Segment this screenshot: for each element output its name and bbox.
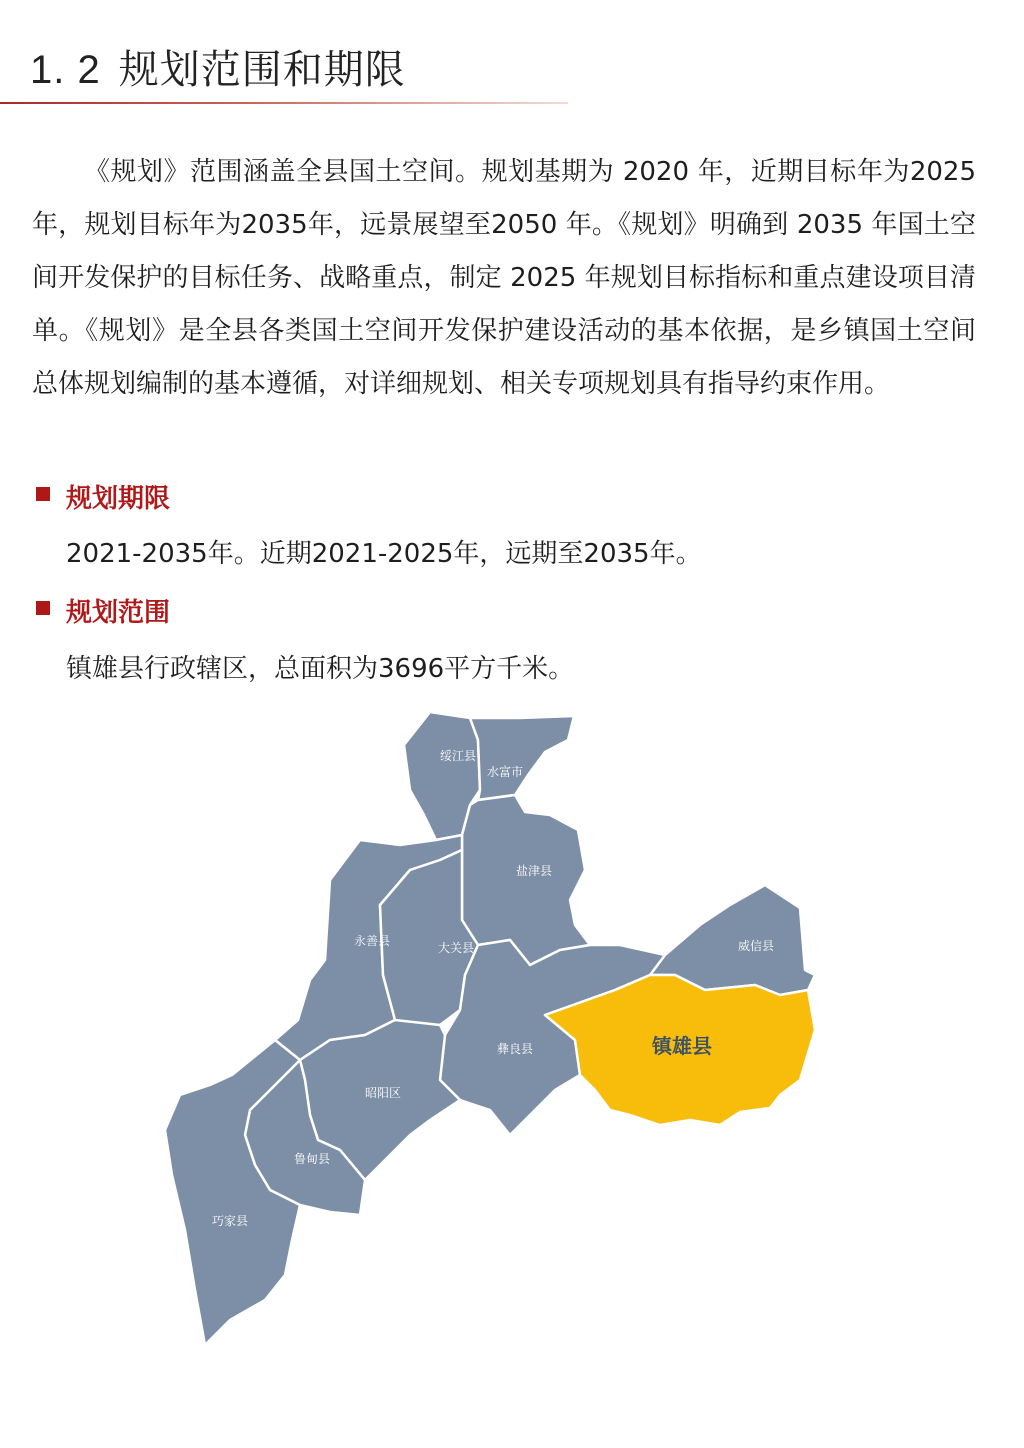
map-label-ludian: 鲁甸县 [294,1152,331,1166]
section-heading-label: 规划范围 [66,598,171,628]
map-label-yiliang: 彝良县 [497,1042,534,1056]
region-map [150,700,830,1370]
square-bullet-icon [36,487,50,501]
map-label-shuifu: 水富市 [487,765,524,779]
square-bullet-icon [36,601,50,615]
map-label-daguan: 大关县 [438,941,475,955]
map-label-zhaoyang: 昭阳区 [365,1086,402,1100]
map-region-yanjin [462,795,590,965]
section-title: 规划范围和期限 [118,47,406,93]
map-label-weixin: 威信县 [738,939,775,953]
map-label-yongshan: 永善县 [354,934,391,948]
section-heading-label: 规划期限 [66,484,171,514]
page-title [30,38,406,95]
section-body-period: 2021-2035年。近期2021-2025年，远期至2035年。 [66,539,702,569]
map-label-yanjin: 盐津县 [516,864,553,878]
title-underline [0,102,568,104]
intro-paragraph: 《规划》范围涵盖全县国土空间。规划基期为 2020 年，近期目标年为2025年，规划目标年为2035年，远景展望至2050 年。《规划》明确到 2035 年国土空间开发保护的目标任务、战略重点，制定 2025 年规划目标指标和重点建设项目清单。《规划》是全县各类国土空间开发保护建设活动的基本依据，是乡镇国土空间总体规划编制的基本遵循，对详细规划、相关专项规划具有指导约束作用。 [32,157,976,399]
section-heading-period [36,478,170,515]
map-label-suijiang: 绥江县 [440,749,477,763]
section-number: 1. 2 [30,48,101,92]
map-region-shuifu [470,716,574,800]
map-label-zhenxiong: 镇雄县 [652,1034,712,1058]
section-heading-scope [36,592,170,629]
section-body-scope: 镇雄县行政辖区，总面积为3696平方千米。 [66,654,575,684]
map-label-qiaojia: 巧家县 [212,1214,249,1228]
